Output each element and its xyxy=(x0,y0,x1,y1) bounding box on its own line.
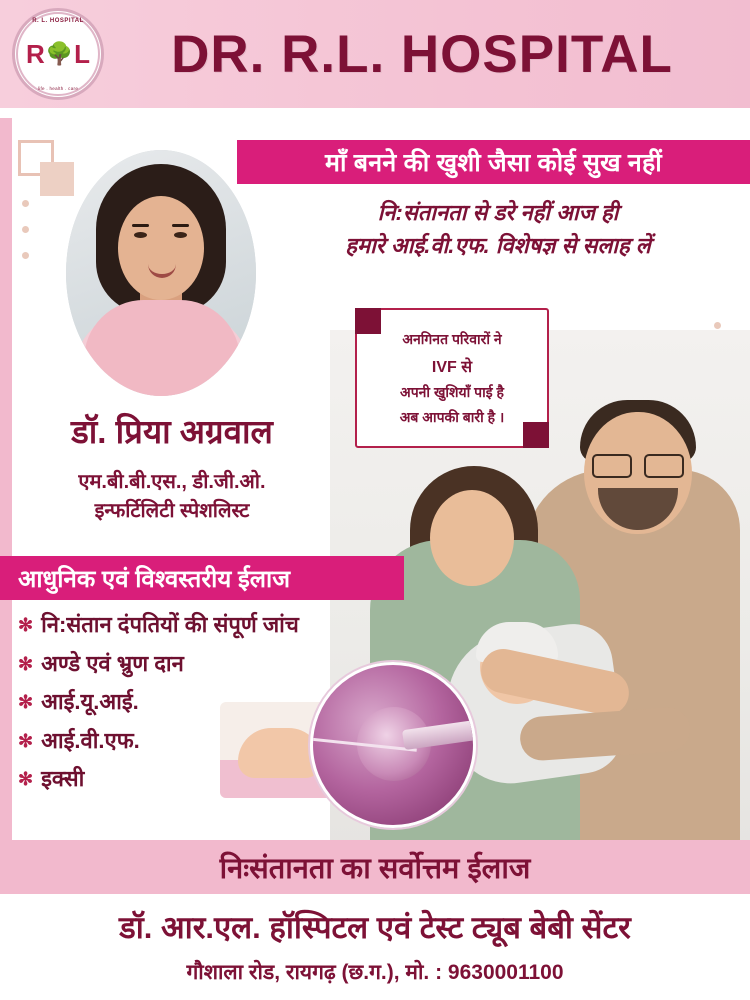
ivf-embryo-illustration xyxy=(310,662,476,828)
doctor-qualification-line-1: एम.बी.बी.एस., डी.जी.ओ. xyxy=(78,471,266,493)
logo-letter-r: R xyxy=(25,38,45,69)
decor-dot-3 xyxy=(22,252,29,259)
hero-subhead-line-1: नि:संतानता से डरे नहीं आज ही xyxy=(377,200,619,225)
header-bar xyxy=(0,0,750,108)
doctor-qualification-line-2: इन्फर्टिलिटी स्पेशलिस्ट xyxy=(94,500,250,522)
header-divider xyxy=(0,108,750,118)
list-item xyxy=(18,614,348,637)
hospital-logo xyxy=(12,8,104,100)
logo-monogram xyxy=(26,39,90,70)
footer-address: गौशाला रोड, रायगढ़ (छ.ग.), मो. : 9630001100 xyxy=(186,961,564,984)
treatment-label: आई.वी.एफ. xyxy=(41,727,140,753)
hero-banner xyxy=(237,140,750,184)
treatments-banner-label: आधुनिक एवं विश्वस्तरीय ईलाज xyxy=(18,565,291,593)
decor-dot-1 xyxy=(22,200,29,207)
doctor-qualifications xyxy=(12,468,332,526)
doctor-face xyxy=(118,196,204,300)
bullet-star-icon: ✻ xyxy=(18,615,34,635)
treatment-label: इक्सी xyxy=(41,766,85,791)
left-accent-bar xyxy=(0,118,12,840)
doctor-eye-left xyxy=(134,232,147,238)
footer-center-name: डॉ. आर.एल. हॉस्पिटल एवं टेस्ट ट्यूब बेबी सेंटर xyxy=(119,910,631,945)
logo-bottom-text: life . health . care xyxy=(37,86,79,91)
footer-tagline-banner xyxy=(0,840,750,894)
page-title: DR. R.L. HOSPITAL xyxy=(171,24,673,84)
mother-face xyxy=(430,490,514,586)
bullet-star-icon: ✻ xyxy=(18,653,34,674)
doctor-eye-right xyxy=(174,232,187,238)
hero-headline: माँ बनने की खुशी जैसा कोई सुख नहीं xyxy=(325,149,662,177)
treatment-label: अण्डे एवं भ्रुण दान xyxy=(41,650,184,676)
treatments-banner xyxy=(0,556,404,600)
bullet-star-icon: ✻ xyxy=(18,730,34,751)
quote-line-1: अनगिनत परिवारों ने xyxy=(402,330,502,347)
doctor-brow-right xyxy=(172,224,189,227)
bullet-star-icon: ✻ xyxy=(18,769,34,789)
treatment-label: नि:संतान दंपतियों की संपूर्ण जांच xyxy=(41,612,299,637)
hero-subhead xyxy=(248,196,748,262)
quote-line-4: अब आपकी बारी है । xyxy=(399,408,505,425)
footer-tagline: निःसंतानता का सर्वोत्तम ईलाज xyxy=(219,852,531,885)
doctor-portrait xyxy=(66,150,256,396)
quote-line-2: IVF से xyxy=(431,358,473,376)
list-item xyxy=(18,650,348,676)
glasses-icon xyxy=(592,454,684,474)
logo-letter-l: L xyxy=(74,38,91,69)
quote-text xyxy=(357,310,547,446)
hero-subhead-line-2: हमारे आई.वी.एफ. विशेषज्ञ से सलाह लें xyxy=(345,233,651,258)
decor-dot-2 xyxy=(22,226,29,233)
tree-icon: 🌳 xyxy=(45,41,74,66)
testimonial-box xyxy=(355,308,549,448)
logo-top-text: R. L. HOSPITAL xyxy=(32,18,84,24)
doctor-torso xyxy=(84,300,240,396)
logo-ring xyxy=(16,12,100,96)
doctor-name: डॉ. प्रिया अग्रवाल xyxy=(71,413,273,450)
treatment-label: आई.यू.आई. xyxy=(41,689,139,714)
doctor-brow-left xyxy=(132,224,149,227)
bullet-star-icon: ✻ xyxy=(18,692,34,712)
quote-line-3: अपनी खुशियाँ पाई है xyxy=(400,383,504,400)
doctor-smile xyxy=(148,262,176,278)
decor-dot-4 xyxy=(714,322,721,329)
